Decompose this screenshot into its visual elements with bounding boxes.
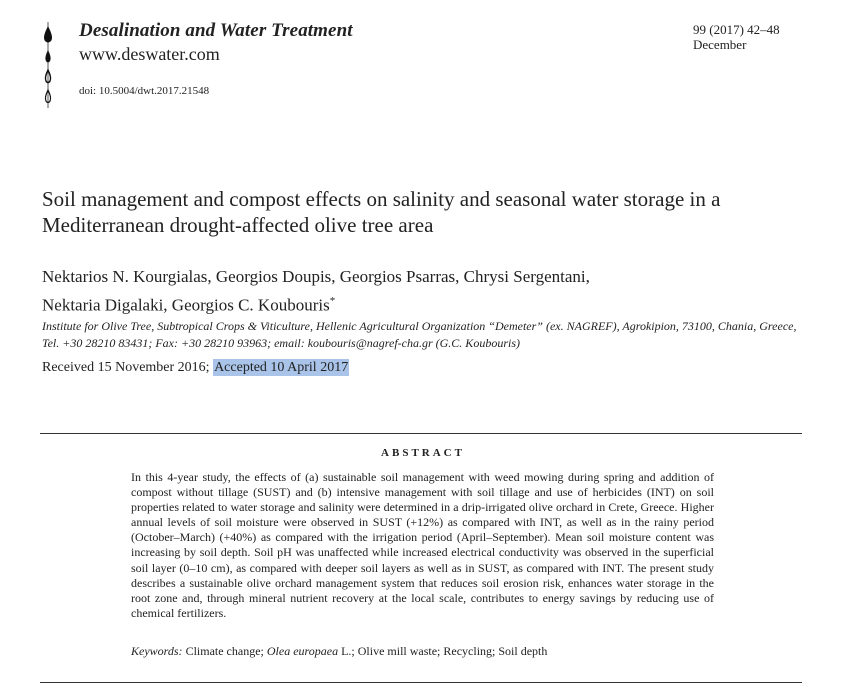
corresponding-author-mark: * <box>329 295 336 307</box>
keywords <box>131 644 547 659</box>
authors-line-2 <box>42 289 822 318</box>
received-date: Received 15 November 2016; <box>42 360 214 375</box>
abstract-heading: ABSTRACT <box>381 447 465 459</box>
journal-website-link[interactable]: www.deswater.com <box>79 44 220 64</box>
affiliation: Institute for Olive Tree, Subtropical Crops & Viticulture, Hellenic Agricultural Organization “Demeter” (ex. NAGREF), Agrokipion, 73100, Chania, Greece, Tel. +30 28210 83431; Fax: +30 28210 93963; email: koubouris@nagref-cha.gr (G.C. Koubouris) <box>42 319 797 350</box>
volume-info <box>693 22 780 52</box>
authors-line-2-text: Nektaria Digalaki, Georgios C. Koubouris <box>42 295 330 315</box>
divider-bottom <box>40 682 802 683</box>
doi[interactable]: doi: 10.5004/dwt.2017.21548 <box>79 85 210 97</box>
divider-top <box>40 433 802 434</box>
article-title: Soil management and compost effects on salinity and seasonal water storage in a Mediterranean drought-affected olive tree area <box>42 187 721 237</box>
issue-month: December <box>693 37 747 52</box>
journal-logo-drops-icon <box>40 22 66 108</box>
keyword-1: Climate change; <box>182 644 267 658</box>
abstract-text: In this 4-year study, the effects of (a) sustainable soil management with weed mowing during spring and addition of compost without tillage (SUST) and (b) intensive management with soil tillage and use of herbicides (INT) on soil properties related to water storage and salinity were determined in a drip-irrigated olive orchard in Crete, Greece. Higher annual levels of soil moisture were observed in SUST (+12%) as compared with INT, as well as in the rainy period (October–March) (+40%) as compared with the irrigation period (April–September). Mean soil moisture content was increasing by soil depth. Soil pH was unaffected while increased electrical conductivity was observed in the superficial soil layer (0–10 cm), as compared with deeper soil layers as well as in SUST, as compared with INT. The present study describes a sustainable olive orchard management system that reduces soil erosion risk, enhances water storage in the root zone and, through mineral nutrient recovery at the local scale, contributes to energy savings by reducing use of chemical fertilizers. <box>131 470 714 620</box>
keywords-rest: L.; Olive mill waste; Recycling; Soil depth <box>338 644 548 658</box>
keyword-2: Olea europaea <box>266 644 339 658</box>
dates-line <box>42 360 349 376</box>
authors <box>42 265 822 318</box>
journal-name: Desalination and Water Treatment <box>79 20 353 41</box>
accepted-date-selected[interactable]: Accepted 10 April 2017 <box>214 360 349 375</box>
volume-pages: 99 (2017) 42–48 <box>693 22 780 37</box>
keywords-label: Keywords: <box>131 644 183 658</box>
authors-line-1: Nektarios N. Kourgialas, Georgios Doupis, Georgios Psarras, Chrysi Sergentani, <box>42 267 590 286</box>
